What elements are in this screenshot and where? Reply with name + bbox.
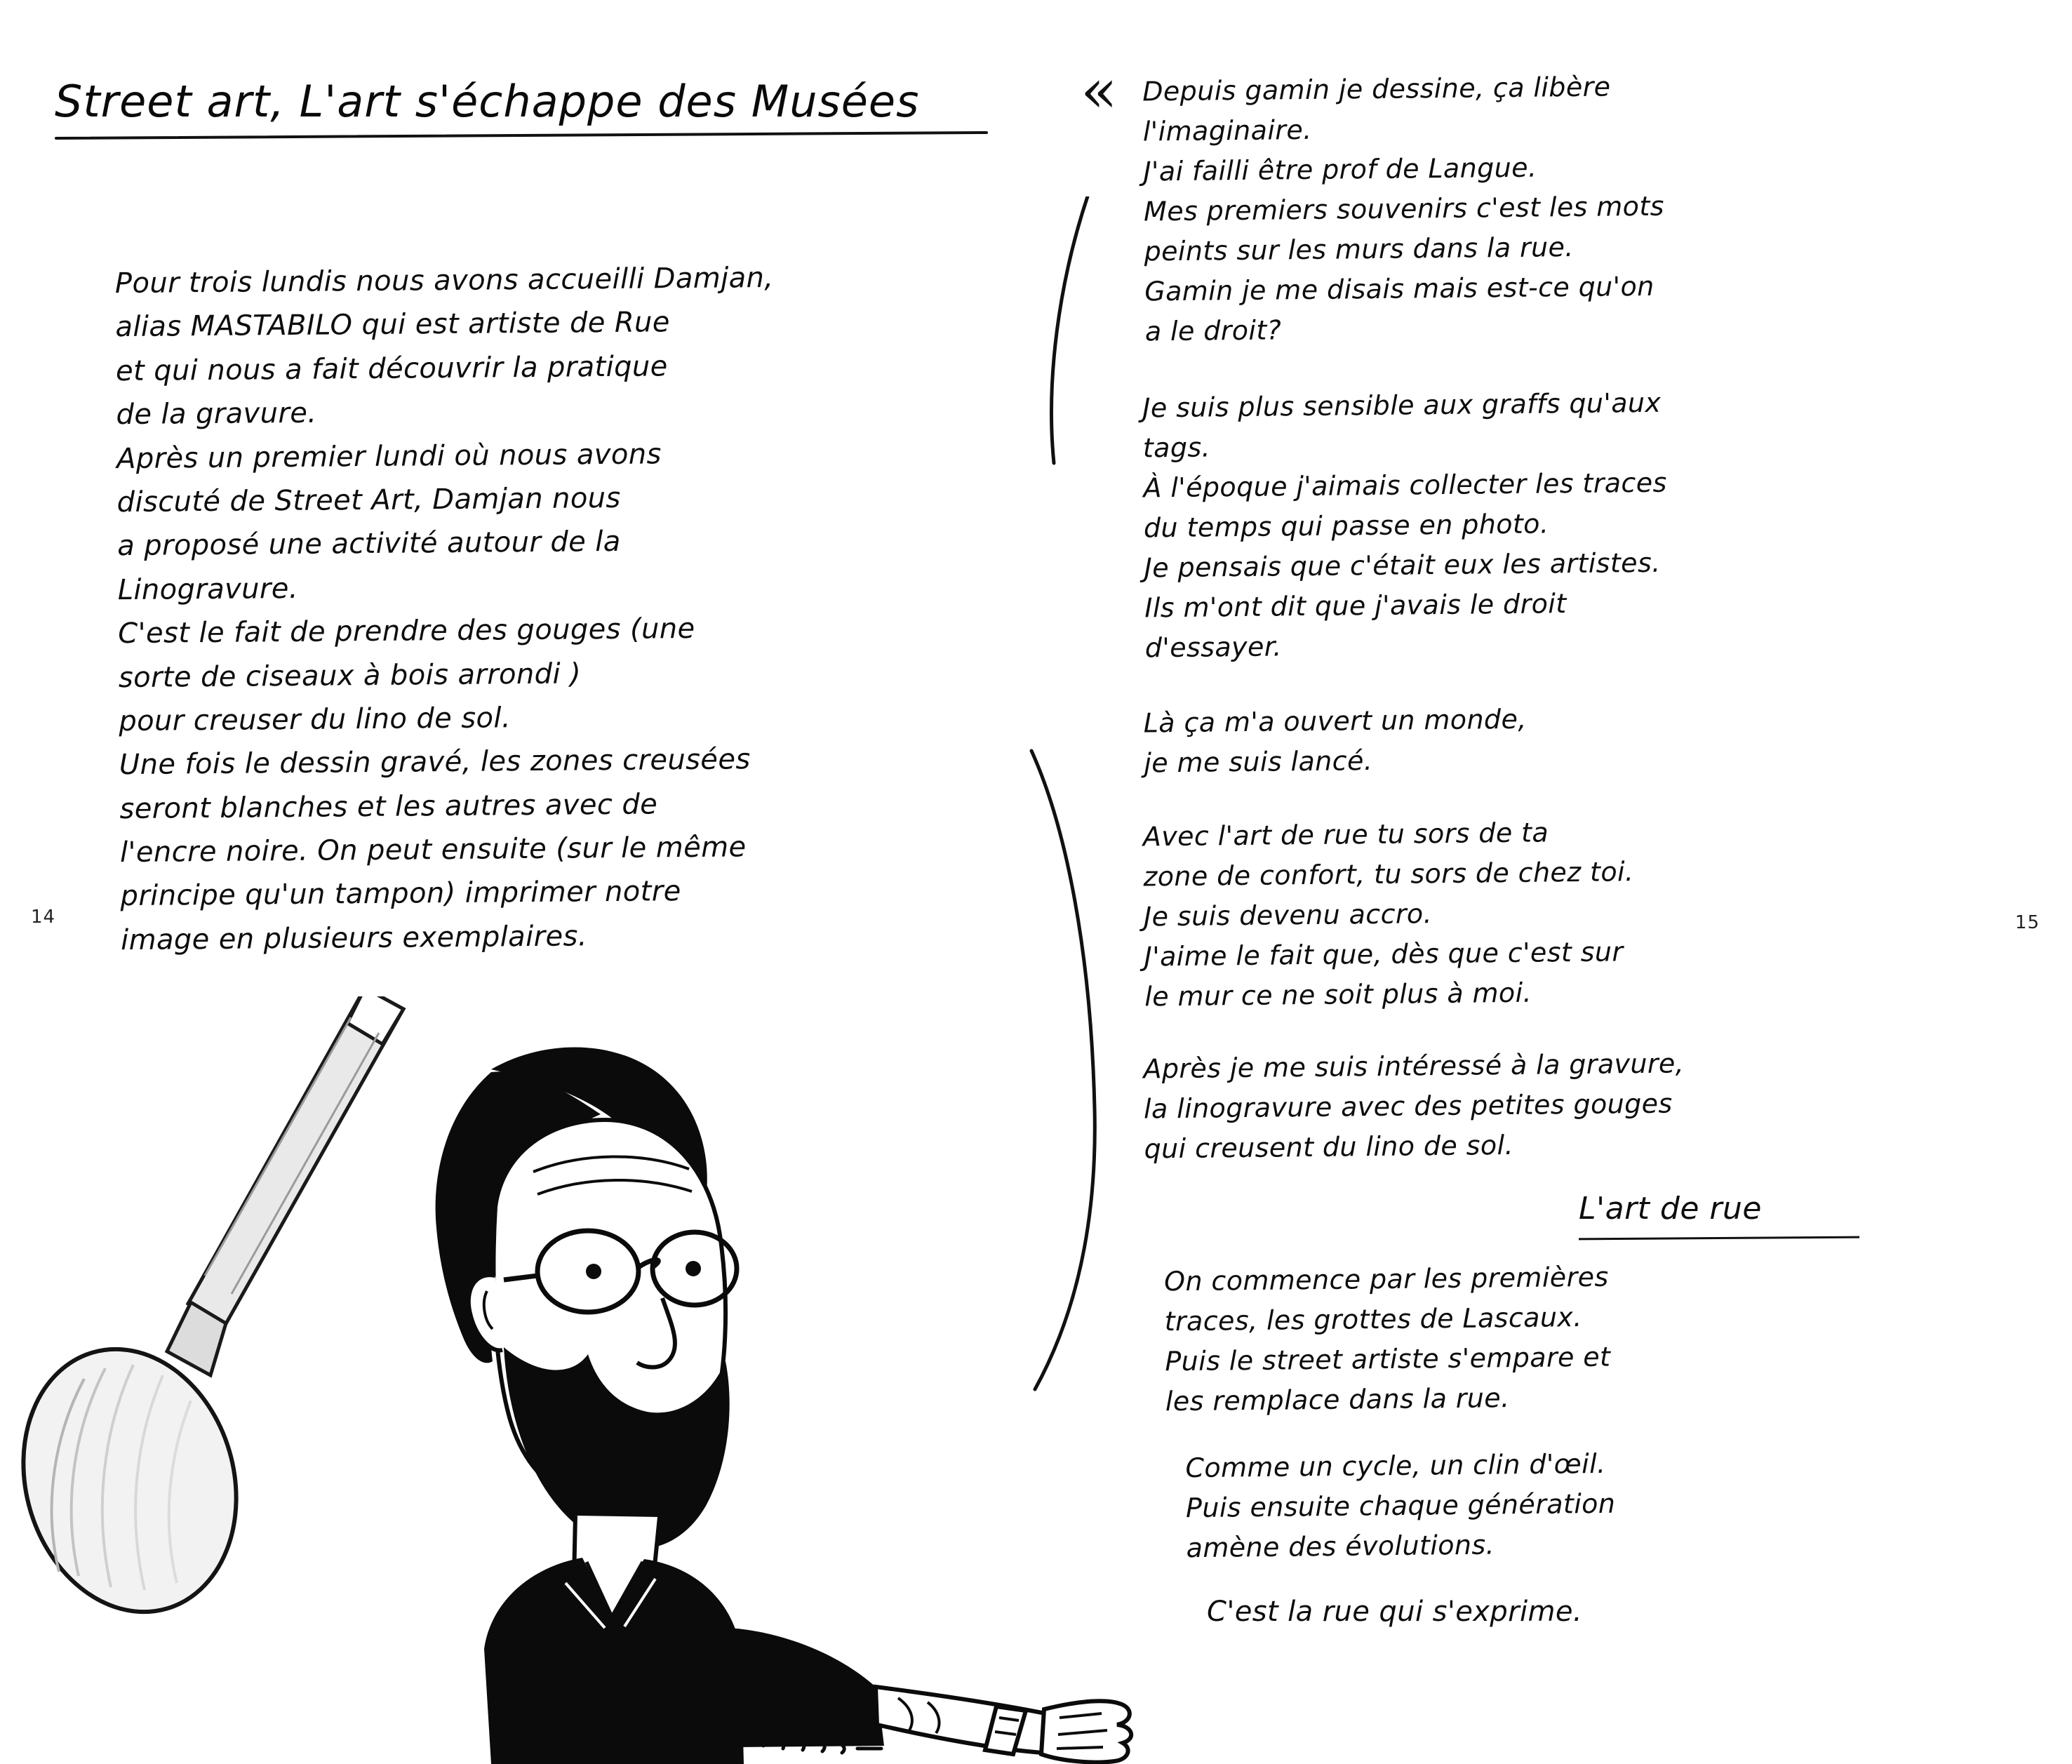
- page-title: Street art, L'art s'échappe des Musées: [55, 76, 920, 127]
- gouge-tool-drawing: [0, 996, 403, 1637]
- illustration-area: [0, 996, 1137, 1764]
- right-column-interview: [1144, 67, 2007, 1633]
- title-underline: [55, 131, 988, 140]
- open-quote-icon: «: [1081, 56, 1118, 126]
- subheading-block: [1579, 1186, 1880, 1239]
- page-title-block: [55, 76, 1051, 137]
- interview-paragraph-6: On commence par les premières traces, les grottes de Lascaux. Puis le street artiste s'empare et les remplace dans la rue.: [1163, 1261, 1611, 1417]
- page-number-left: 14: [31, 907, 56, 928]
- illustrator-signature: [744, 1713, 881, 1753]
- interview-paragraph-3: Là ça m'a ouvert un monde, je me suis lancé.: [1143, 703, 1527, 779]
- interview-paragraph-2: Je suis plus sensible aux graffs qu'aux tags. À l'époque j'aimais collecter les traces du temps qui passe en photo. Je pensais que c'était eux les artistes. Ils m'ont dit que j'avais le droit d'essayer.: [1142, 387, 1667, 664]
- closing-line: C'est la rue qui s'exprime.: [1207, 1595, 1582, 1628]
- speech-bubble-tail: [968, 196, 1172, 1516]
- interview-paragraph-4: Avec l'art de rue tu sors de ta zone de confort, tu sors de chez toi. Je suis devenu accro. J'aime le fait que, dès que c'est sur le mur ce ne soit plus à moi.: [1142, 817, 1634, 1013]
- subheading-underline: [1579, 1236, 1859, 1240]
- interview-paragraph-5: Après je me suis intéressé à la gravure, la linogravure avec des petites gouges qui creusent du lino de sol.: [1143, 1048, 1685, 1165]
- page-number-right: 15: [2014, 912, 2040, 933]
- subheading: L'art de rue: [1579, 1191, 1762, 1227]
- interview-paragraph-7: Comme un cycle, un clin d'œil. Puis ensuite chaque génération amène des évolutions.: [1185, 1448, 1616, 1563]
- left-column-body-text: Pour trois lundis nous avons accueilli Damjan, alias MASTABILO qui est artiste de Rue et qui nous a fait découvrir la pratique de la gravure. Après un premier lundi où nous avons discuté de Street Art, Damjan nous a proposé une activité autour de la Linogravure. C'est le fait de prendre des gouges (une sorte de ciseaux à bois arrondi ) pour creuser du lino de sol. Une fois le dessin gravé, les zones creusées seront blanches et les autres avec de l'encre noire. On peut ensuite (sur le même principe qu'un tampon) imprimer notre image en plusieurs exemplaires.: [114, 261, 774, 956]
- interview-paragraph-1: Depuis gamin je dessine, ça libère l'imaginaire. J'ai failli être prof de Langue. Mes premiers souvenirs c'est les mots peints sur les murs dans la rue. Gamin je me disais mais est-ce qu'on a le droit?: [1142, 71, 1665, 347]
